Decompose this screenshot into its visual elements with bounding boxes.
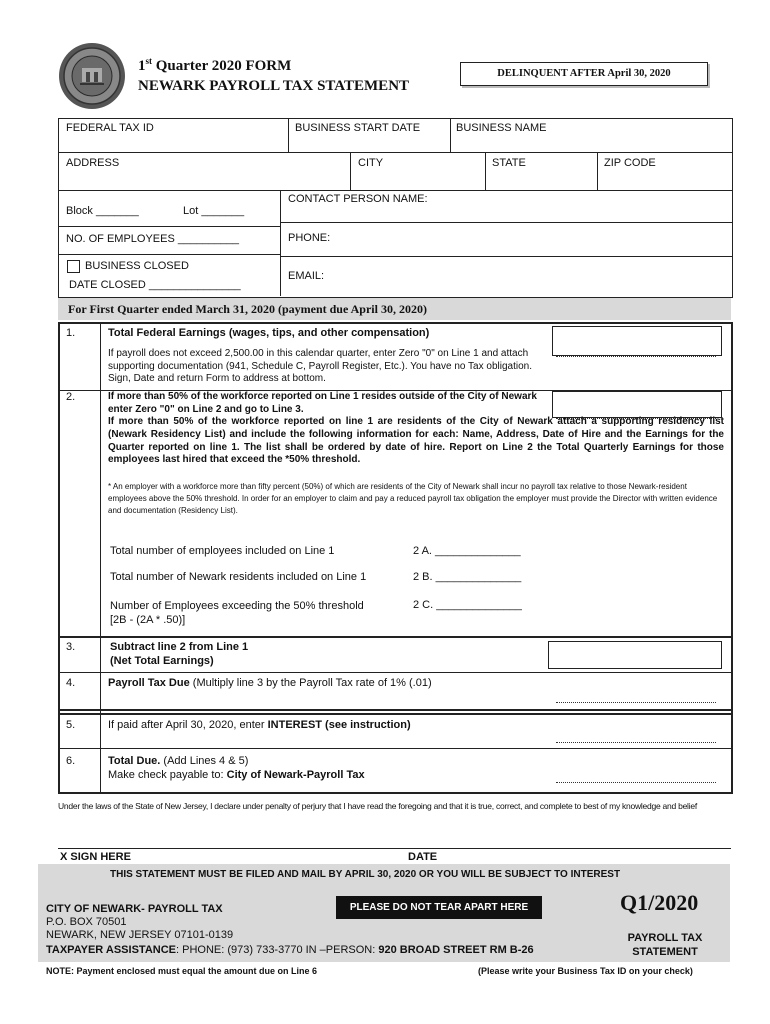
zip-code-field[interactable]: ZIP CODE: [604, 157, 656, 169]
line2-footnote: * An employer with a workforce more than fifty percent (50%) of which are residents of the City of Newark shall incur no payroll tax relative to those Newark-resident employees above the 50% threshold. In order for an employer to claim and pay a reduced payroll tax obligation the employer must provide the Director with written evidence and documentation (Residency List).: [108, 482, 718, 515]
line3-number: 3.: [66, 641, 76, 653]
business-closed-checkbox[interactable]: [67, 260, 80, 273]
taxpayer-assistance: TAXPAYER ASSISTANCE: PHONE: (973) 733-3770 IN –PERSON: 920 BROAD STREET RM B-26: [46, 944, 534, 956]
line2a-label: Total number of employees included on Line 1: [110, 545, 335, 557]
block-field[interactable]: Block _______: [66, 205, 139, 217]
line6-title: Total Due. (Add Lines 4 & 5) Make check payable to: City of Newark-Payroll Tax: [108, 755, 365, 781]
sign-here-field[interactable]: X SIGN HERE: [60, 851, 131, 863]
line3-title: Subtract line 2 from Line 1 (Net Total Earnings): [110, 641, 249, 667]
line1-title: Total Federal Earnings (wages, tips, and other compensation): [108, 327, 430, 339]
city-field[interactable]: CITY: [358, 157, 384, 169]
line1-note: If payroll does not exceed 2,500.00 in this calendar quarter, enter Zero "0" on Line 1 and attach supporting documentation (941, Schedule C, Payroll Register, Etc.). You have no Tax obligation. Sign, Date and return Form to address at bottom.: [108, 348, 532, 384]
line4-number: 4.: [66, 677, 76, 689]
address-field[interactable]: ADDRESS: [66, 157, 120, 169]
line2b-label: Total number of Newark residents included on Line 1: [110, 571, 367, 583]
state-field[interactable]: STATE: [492, 157, 526, 169]
phone-field[interactable]: PHONE:: [288, 232, 331, 244]
employees-field[interactable]: NO. OF EMPLOYEES __________: [66, 233, 240, 245]
filing-notice: THIS STATEMENT MUST BE FILED AND MAIL BY APRIL 30, 2020 OR YOU WILL BE SUBJECT TO INTEREST: [110, 869, 621, 880]
date-field[interactable]: DATE: [408, 851, 438, 863]
quarter-banner: For First Quarter ended March 31, 2020 (payment due April 30, 2020): [58, 298, 731, 320]
line2-text-b: If more than 50% of the workforce reported on line 1 are residents of the City of Newark attach a supporting residency list (Newark Residency List) and include the following information for each: Name, Address, Date of Hire and the Earnings for the Quarter reported on line 1. The list shall be ordered by date of hire. Report on Line 2 the Total Quarterly Earnings for those employees last hired that exceed the *50% threshold.: [108, 416, 724, 466]
quarter-code: Q1/2020: [620, 890, 699, 915]
line3-amount-box[interactable]: [548, 641, 722, 669]
lot-field[interactable]: Lot _______: [183, 205, 245, 217]
business-closed-label: BUSINESS CLOSED: [85, 260, 189, 272]
line1-number: 1.: [66, 327, 76, 339]
line5-number: 5.: [66, 719, 76, 731]
date-closed-field[interactable]: DATE CLOSED _______________: [69, 279, 241, 291]
form-title-main: NEWARK PAYROLL TAX STATEMENT: [138, 78, 410, 94]
form-title-quarter: 1st Quarter 2020 FORM: [138, 56, 292, 74]
payroll-tax-statement-label: PAYROLL TAX STATEMENT: [627, 932, 703, 958]
city-seal: [58, 42, 126, 110]
business-start-date-field[interactable]: BUSINESS START DATE: [295, 122, 421, 134]
contact-person-field[interactable]: CONTACT PERSON NAME:: [288, 193, 428, 205]
line1-amount-box[interactable]: [552, 326, 722, 356]
email-field[interactable]: EMAIL:: [288, 270, 325, 282]
line6-number: 6.: [66, 755, 76, 767]
line4-title: Payroll Tax Due (Multiply line 3 by the Payroll Tax rate of 1% (.01): [108, 677, 432, 689]
perjury-declaration: Under the laws of the State of New Jersey, I declare under penalty of perjury that I have read the foregoing and that it is true, correct, and complete to best of my knowledge and belief: [58, 801, 697, 811]
line2-amount-box[interactable]: [552, 391, 722, 418]
business-name-field[interactable]: BUSINESS NAME: [456, 122, 547, 134]
line2b-field[interactable]: 2 B. ______________: [413, 571, 522, 583]
line2c-field[interactable]: 2 C. ______________: [413, 599, 522, 611]
line2a-field[interactable]: 2 A. ______________: [413, 545, 521, 557]
line5-title: If paid after April 30, 2020, enter INTEREST (see instruction): [108, 719, 411, 731]
tear-notice: PLEASE DO NOT TEAR APART HERE: [336, 896, 542, 919]
payment-note: NOTE: Payment enclosed must equal the amount due on Line 6: [46, 966, 318, 976]
line2-text-a: If more than 50% of the workforce reported on Line 1 resides outside of the City of Newark enter Zero "0" on Line 2 and go to Line 3.: [108, 391, 537, 415]
remit-address: CITY OF NEWARK- PAYROLL TAX P.O. BOX 70501 NEWARK, NEW JERSEY 07101-0139: [46, 903, 234, 941]
line2-number: 2.: [66, 391, 76, 403]
federal-tax-id-field[interactable]: FEDERAL TAX ID: [66, 122, 154, 134]
write-id-note: (Please write your Business Tax ID on your check): [478, 966, 693, 976]
line2c-label: Number of Employees exceeding the 50% threshold [2B - (2A * .50)]: [110, 600, 364, 626]
delinquent-box: DELINQUENT AFTER April 30, 2020: [460, 62, 708, 86]
